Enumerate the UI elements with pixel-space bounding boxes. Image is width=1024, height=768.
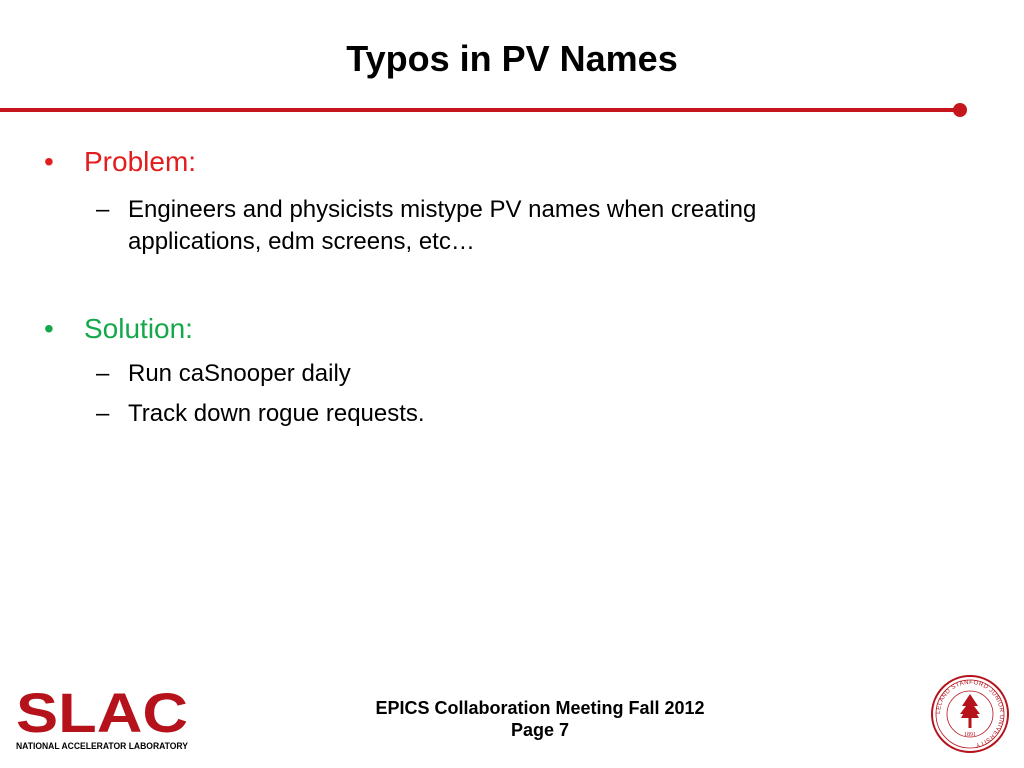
stanford-seal — [930, 674, 1010, 754]
title-divider — [0, 108, 958, 112]
footer-page-number: Page 7 — [510, 720, 570, 740]
seal-text: LELAND STANFORD JUNIOR UNIVERSITY — [935, 679, 1005, 748]
seal-year: 1891 — [964, 732, 976, 738]
sub-bullet-text: Track down rogue requests. — [128, 400, 425, 427]
tree-icon — [960, 694, 980, 728]
slac-tagline: NATIONAL ACCELERATOR LABORATORY — [16, 741, 189, 752]
bullet-label-solution: Solution: — [84, 313, 193, 344]
footer — [340, 697, 740, 741]
slide-title: Typos in PV Names — [346, 38, 678, 79]
title-divider-dot — [953, 103, 967, 117]
sub-bullet-dash: – — [96, 400, 110, 427]
footer-meeting: EPICS Collaboration Meeting Fall 2012 — [375, 698, 705, 718]
slac-wordmark: SLAC — [16, 686, 188, 744]
bullet-glyph: • — [44, 146, 54, 177]
bullet-label-problem: Problem: — [84, 146, 197, 177]
sub-bullet-text: Run caSnooper daily — [128, 360, 351, 387]
slac-logo — [16, 686, 192, 752]
sub-bullet-text: Engineers and physicists mistype PV names when creating applications, edm screens, etc… — [128, 196, 757, 255]
bullet-glyph: • — [44, 313, 54, 344]
sub-bullet-dash: – — [96, 360, 110, 387]
sub-bullet-dash: – — [96, 196, 110, 223]
